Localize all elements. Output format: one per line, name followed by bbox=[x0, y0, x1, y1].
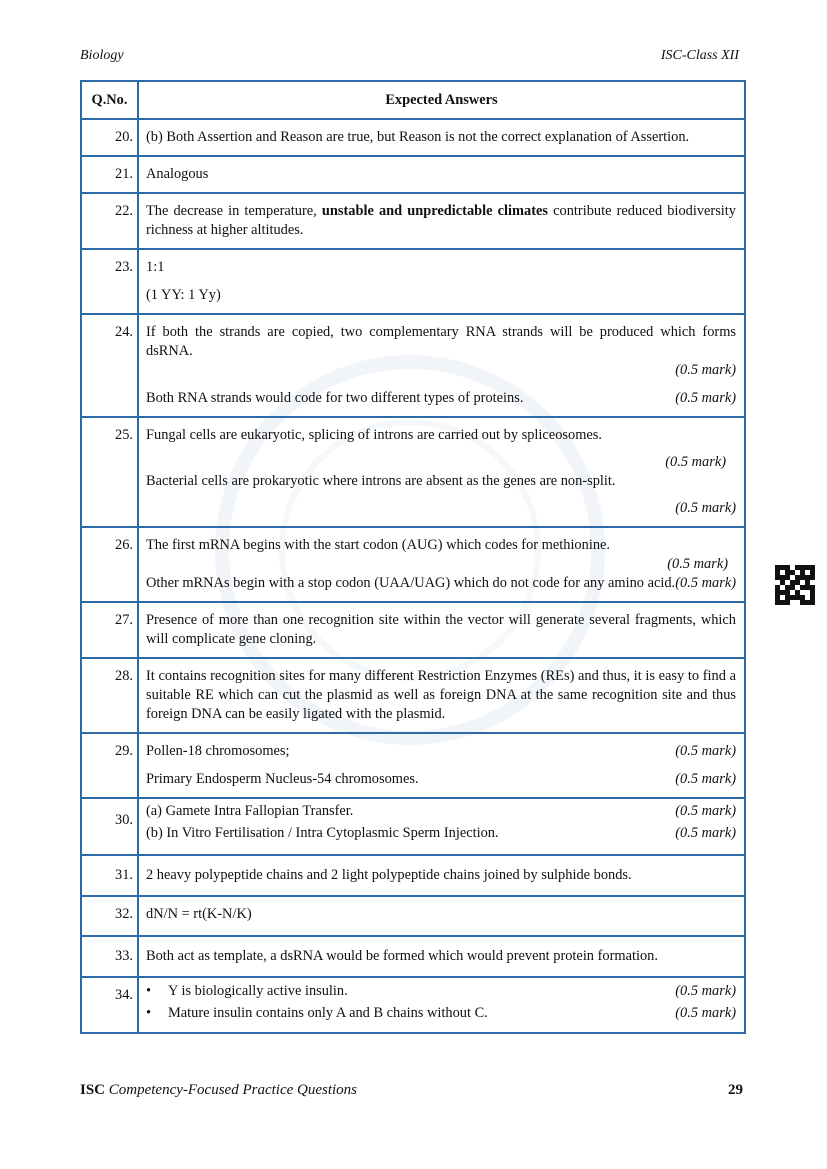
answer-cell bbox=[138, 249, 745, 314]
mark-label: (0.5 mark) bbox=[675, 362, 736, 378]
answer-text: Both RNA strands would code for two different types of proteins. bbox=[146, 390, 524, 406]
question-number: 30. bbox=[81, 798, 138, 855]
question-number: 21. bbox=[81, 156, 138, 193]
answer-cell bbox=[138, 193, 745, 249]
question-number: 27. bbox=[81, 602, 138, 658]
question-number: 22. bbox=[81, 193, 138, 249]
table-row bbox=[81, 249, 745, 314]
page-number: 29 bbox=[728, 1082, 743, 1098]
answer-cell bbox=[138, 119, 745, 156]
answer-cell bbox=[138, 156, 745, 193]
answer-text-post: contribute reduced biodiversity richness at higher altitudes. bbox=[146, 203, 736, 238]
mark-label: (0.5 mark) bbox=[675, 500, 736, 516]
answer-text bbox=[146, 323, 736, 361]
qr-code-icon bbox=[775, 565, 815, 605]
question-number: 25. bbox=[81, 417, 138, 527]
answer-cell bbox=[138, 658, 745, 733]
header-class: ISC-Class XII bbox=[660, 48, 739, 63]
answer-line bbox=[146, 389, 736, 408]
answer-cell bbox=[138, 936, 745, 977]
footer-brand: ISC bbox=[80, 1082, 106, 1098]
answer-text: 1:1 bbox=[146, 259, 165, 275]
answer-line bbox=[146, 742, 736, 761]
answer-text: (1 YY: 1 Yy) bbox=[146, 287, 221, 303]
answer-text: It contains recognition sites for many different Restriction Enzymes (REs) and thus, it is easy to find a suitable RE which can cut the plasmid as well as foreign DNA at the same recognition site and thus foreign DNA can be easily ligated with the plasmid. bbox=[146, 668, 736, 722]
question-number: 33. bbox=[81, 936, 138, 977]
mark-label: (0.5 mark) bbox=[675, 771, 736, 787]
answer-text: Fungal cells are eukaryotic, splicing of introns are carried out by spliceosomes. bbox=[146, 427, 602, 443]
answer-text: (b) Both Assertion and Reason are true, but Reason is not the correct explanation of Assertion. bbox=[146, 129, 690, 145]
answer-text: dN/N = rt(K-N/K) bbox=[146, 906, 252, 922]
bullet-icon: • bbox=[146, 1005, 152, 1021]
answer-text: Primary Endosperm Nucleus-54 chromosomes. bbox=[146, 771, 419, 787]
table-row bbox=[81, 658, 745, 733]
answers-table bbox=[80, 80, 746, 1034]
answer-cell bbox=[138, 602, 745, 658]
answer-text bbox=[146, 202, 736, 240]
answer-cell bbox=[138, 733, 745, 798]
table-row bbox=[81, 936, 745, 977]
answer-text: The first mRNA begins with the start codon (AUG) which codes for methionine. bbox=[146, 537, 611, 553]
question-number: 31. bbox=[81, 855, 138, 896]
mark-label: (0.5 mark) bbox=[675, 983, 736, 999]
answer-text: Both act as template, a dsRNA would be formed which would prevent protein formation. bbox=[146, 948, 658, 964]
answer-line bbox=[146, 770, 736, 789]
mark-label: (0.5 mark) bbox=[675, 825, 736, 841]
question-number: 26. bbox=[81, 527, 138, 602]
answer-text: (b) In Vitro Fertilisation / Intra Cytoplasmic Sperm Injection. bbox=[146, 825, 499, 841]
answer-text: Presence of more than one recognition site within the vector will generate several fragments, which will complicate gene cloning. bbox=[146, 612, 736, 647]
col-answers-header: Expected Answers bbox=[138, 81, 745, 119]
answer-cell bbox=[138, 855, 745, 896]
footer-book-title: Competency-Focused Practice Questions bbox=[108, 1082, 358, 1098]
mark-label: (0.5 mark) bbox=[675, 803, 736, 819]
table-row bbox=[81, 798, 745, 855]
question-number: 20. bbox=[81, 119, 138, 156]
table-row bbox=[81, 977, 745, 1033]
question-number: 24. bbox=[81, 314, 138, 417]
footer-title bbox=[80, 1082, 357, 1099]
mark-label: (0.5 mark) bbox=[675, 575, 736, 591]
table-row bbox=[81, 896, 745, 936]
answer-text: 2 heavy polypeptide chains and 2 light polypeptide chains joined by sulphide bonds. bbox=[146, 867, 632, 883]
answer-cell bbox=[138, 977, 745, 1033]
answer-cell bbox=[138, 896, 745, 936]
col-qno-header: Q.No. bbox=[81, 81, 138, 119]
answer-text-pre: The decrease in temperature, bbox=[146, 203, 322, 219]
answer-text bbox=[146, 574, 736, 593]
table-row bbox=[81, 417, 745, 527]
mark-label: (0.5 mark) bbox=[675, 1005, 736, 1021]
mark-label: (0.5 mark) bbox=[667, 556, 728, 572]
table-row bbox=[81, 602, 745, 658]
answer-text: Bacterial cells are prokaryotic where introns are absent as the genes are non-split. bbox=[146, 473, 616, 489]
question-number: 32. bbox=[81, 896, 138, 936]
question-number: 28. bbox=[81, 658, 138, 733]
answer-text: Analogous bbox=[146, 166, 209, 182]
table-header-row bbox=[81, 81, 745, 119]
table-row bbox=[81, 527, 745, 602]
bullet-item bbox=[146, 1004, 736, 1023]
answer-text: Mature insulin contains only A and B chains without C. bbox=[168, 1005, 488, 1021]
answer-text: (a) Gamete Intra Fallopian Transfer. bbox=[146, 803, 354, 819]
mark-label: (0.5 mark) bbox=[665, 454, 726, 470]
answer-cell bbox=[138, 314, 745, 417]
header-subject: Biology bbox=[80, 48, 124, 63]
answer-cell bbox=[138, 527, 745, 602]
table-row bbox=[81, 156, 745, 193]
bullet-item bbox=[146, 982, 736, 1001]
answer-text: Pollen-18 chromosomes; bbox=[146, 743, 290, 759]
answer-line bbox=[146, 802, 736, 821]
table-row bbox=[81, 193, 745, 249]
question-number: 34. bbox=[81, 977, 138, 1033]
answer-line bbox=[146, 824, 736, 843]
table-row bbox=[81, 119, 745, 156]
answer-cell bbox=[138, 417, 745, 527]
table-row bbox=[81, 314, 745, 417]
answer-cell bbox=[138, 798, 745, 855]
table-row bbox=[81, 855, 745, 896]
question-number: 23. bbox=[81, 249, 138, 314]
question-number: 29. bbox=[81, 733, 138, 798]
answer-text-bold: unstable and unpredictable climates bbox=[321, 203, 549, 219]
answer-text: Y is biologically active insulin. bbox=[168, 983, 348, 999]
mark-label: (0.5 mark) bbox=[675, 390, 736, 406]
bullet-icon: • bbox=[146, 983, 152, 999]
answer-text-span: If both the strands are copied, two complementary RNA strands will be produced which forms dsRNA. bbox=[146, 324, 736, 359]
table-row bbox=[81, 733, 745, 798]
mark-label: (0.5 mark) bbox=[675, 743, 736, 759]
answer-text-span: Other mRNAs begin with a stop codon (UAA/UAG) which do not code for any amino acid. bbox=[146, 575, 676, 591]
